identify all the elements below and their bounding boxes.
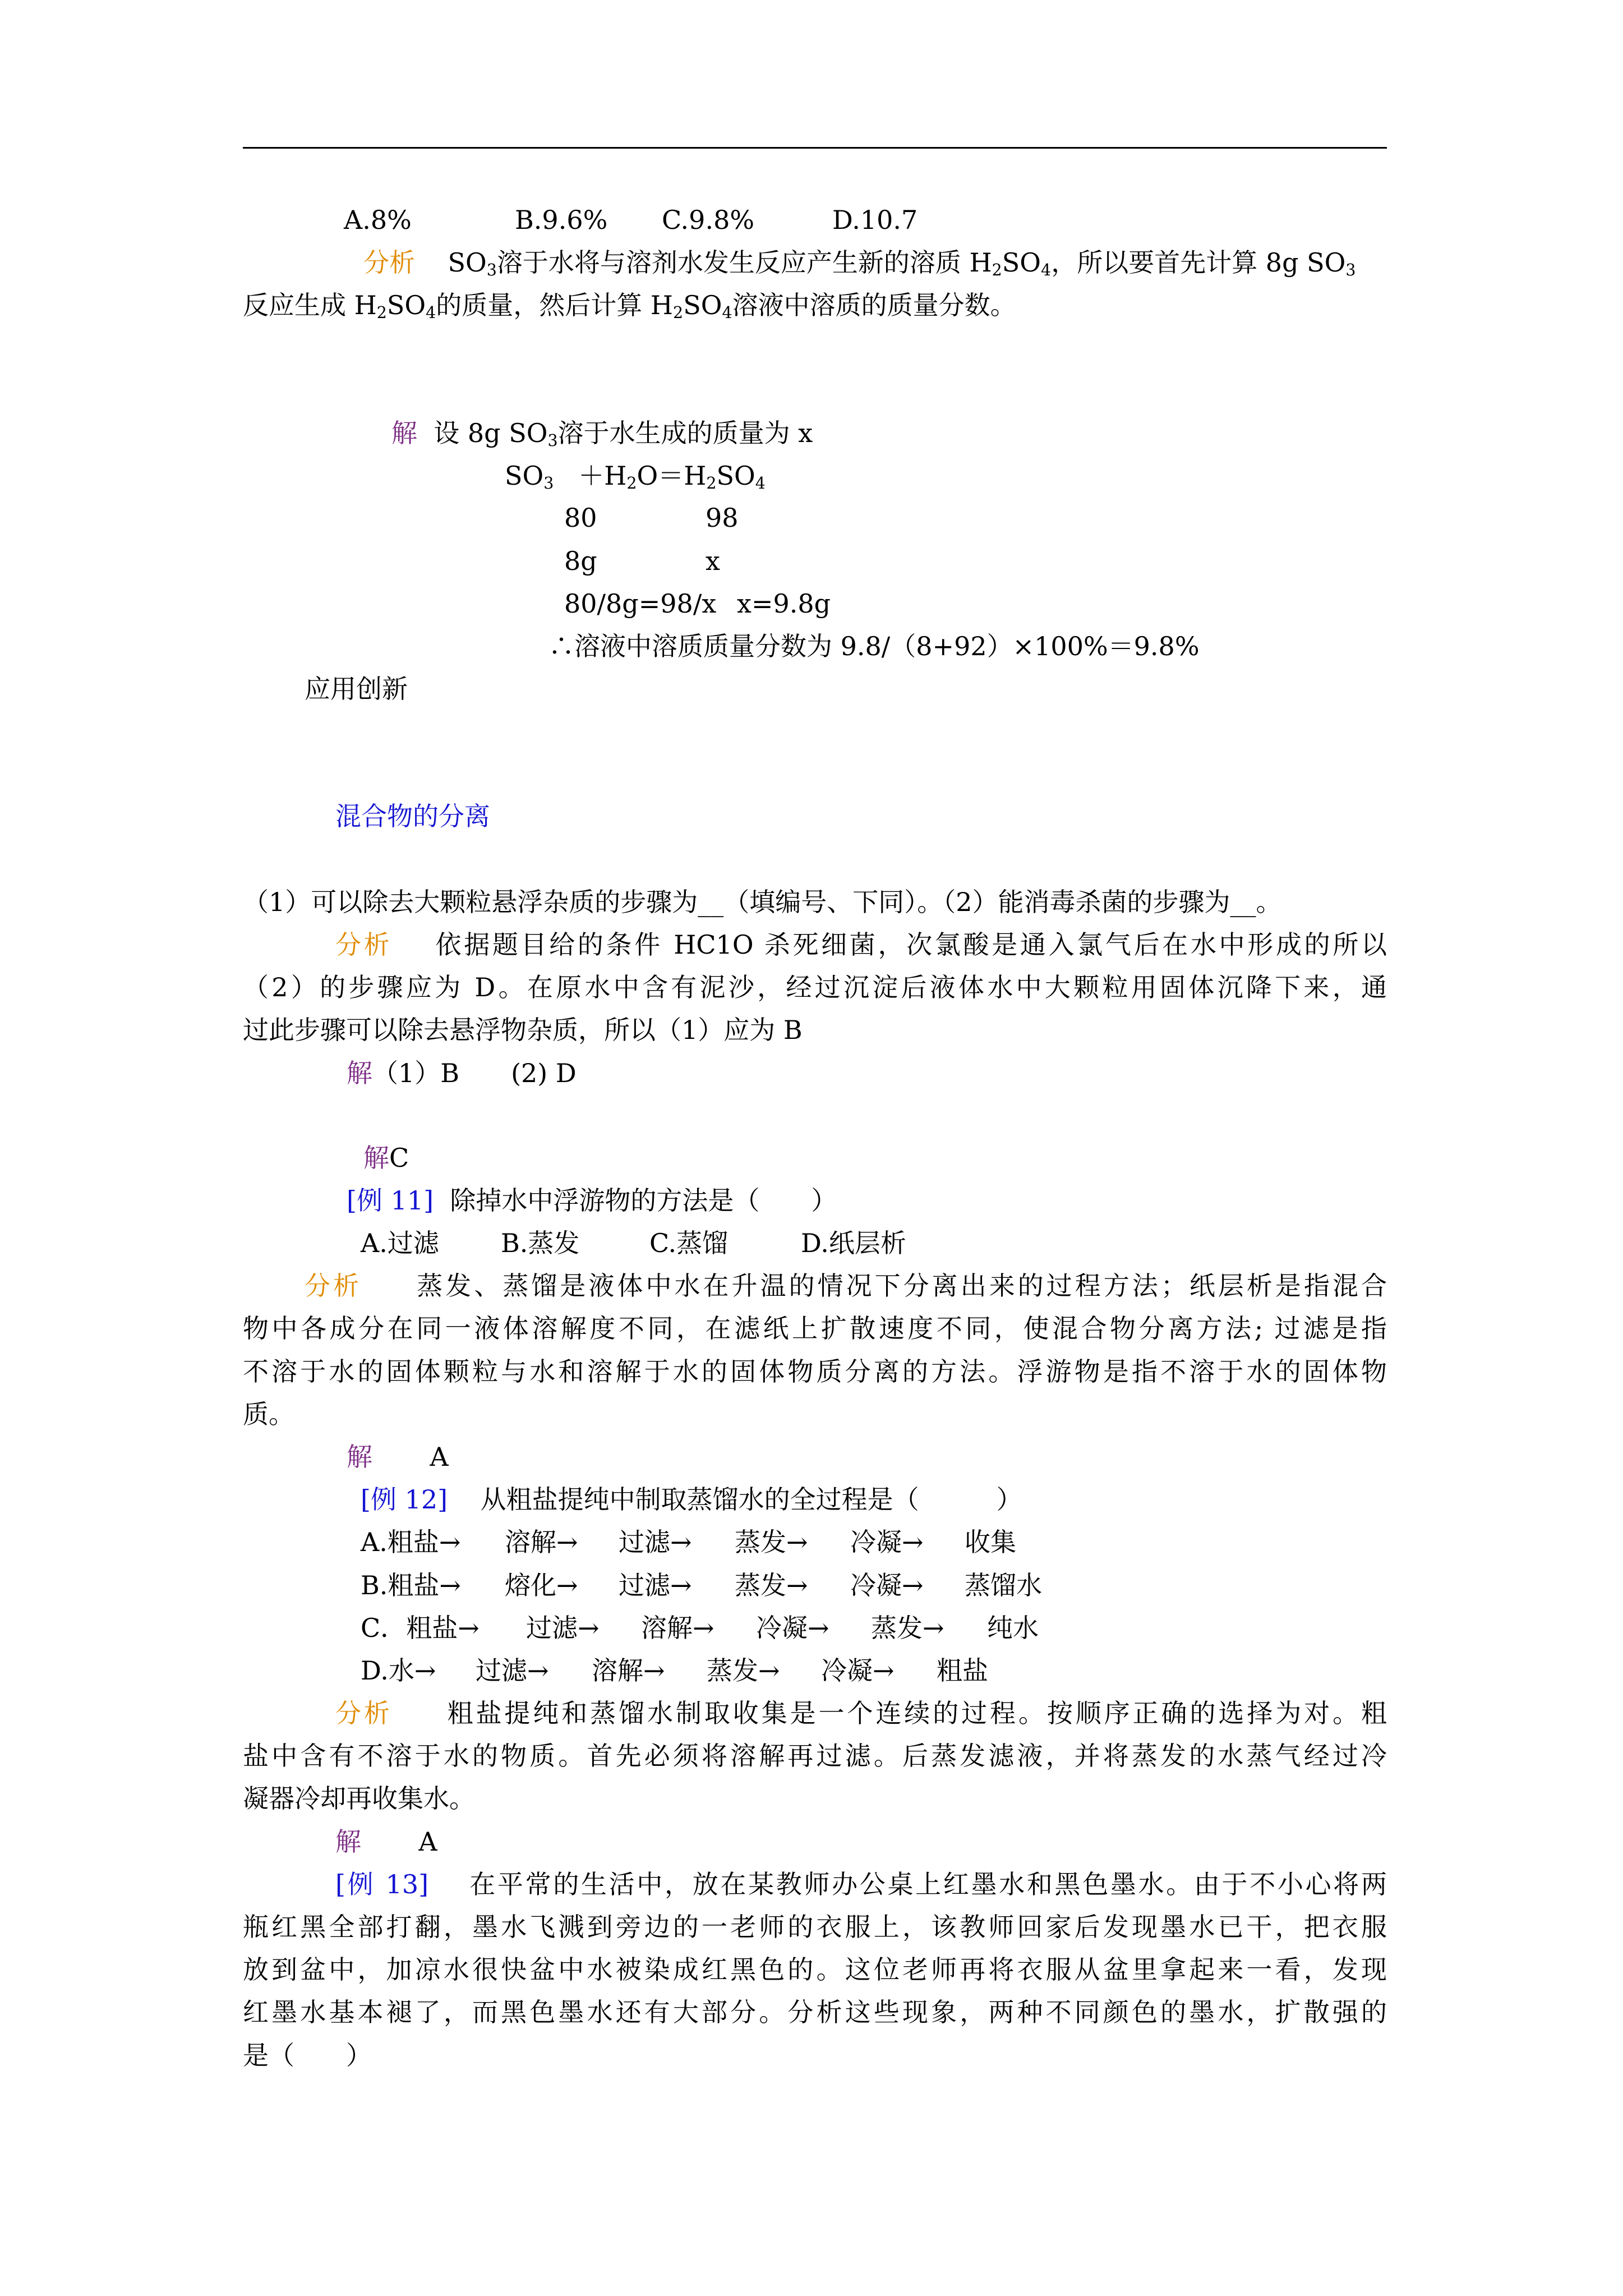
ex12-option-c-1: C．粗盐→ [361,1613,479,1643]
example-13-line-2: 瓶红黑全部打翻，墨水飞溅到旁边的一老师的衣服上，该教师回家后发现墨水已干，把衣服 [243,1912,1387,1942]
analysis-line-2: 反应生成 $H_2SO_4$的质量，然后计算 $H_2SO_4$溶液中溶质的质量分数。 [243,290,1016,323]
ex12-analysis-line-3: 凝器冷却再收集水。 [243,1783,475,1814]
ex12-option-a-1: A.粗盐→ [361,1527,461,1557]
ex12-option-b-1: B.粗盐→ [361,1570,461,1600]
ex12-option-b-4: 蒸发→ [735,1570,808,1600]
ex12-option-d-5: 冷凝→ [821,1655,895,1686]
calc-ratio: 80/8g=98/x [564,588,717,619]
analysis2-line-1: 分析 依据题目给的条件 HC1O 杀死细菌，次氯酸是通入氯气后在水中形成的所以 [335,930,1387,960]
option-b: B.9.6% [515,205,608,235]
analysis2-line-3: 过此步骤可以除去悬浮物杂质，所以（1）应为 B [243,1015,803,1045]
ex12-solution: 解 A [335,1826,437,1857]
ex12-option-d-4: 蒸发→ [707,1655,780,1686]
solution3: 解C [363,1143,409,1173]
ex12-option-d-3: 溶解→ [592,1655,665,1686]
example-13-line-4: 红墨水基本褪了，而黑色墨水还有大部分。分析这些现象，两种不同颜色的墨水，扩散强的 [243,1997,1387,2027]
ex12-option-b-2: 熔化→ [505,1570,578,1600]
solution-label: 解 [391,418,417,448]
example-12-question: [例 12] 从粗盐提纯中制取蒸馏水的全过程是（ ） [361,1484,1022,1515]
question-line: （1）可以除去大颗粒悬浮杂质的步骤为__（填编号、下同）。（2）能消毒杀菌的步骤为__。 [243,887,1282,917]
ex11-analysis-line-3: 不溶于水的固体颗粒与水和溶解于水的固体物质分离的方法。浮游物是指不溶于水的固体物 [243,1356,1387,1387]
example-13-line-3: 放到盆中，加凉水很快盆中水被染成红黑色的。这位老师再将衣服从盆里拿起来一看，发现 [243,1954,1387,1985]
example-12-tag: [例 12] [361,1484,448,1515]
ex11-option-b: B.蒸发 [501,1228,580,1258]
example-13-tag: [例 13] [335,1869,429,1899]
ex11-option-c: C.蒸馏 [649,1228,728,1258]
ex12-option-c-3: 溶解→ [641,1613,714,1643]
final-answer: ∴溶液中溶质质量分数为 9.8/（8+92）×100%＝9.8% [548,631,1200,661]
analysis-label: 分析 [363,247,415,278]
calc-result: x=9.8g [737,588,831,619]
ex12-option-a-5: 冷凝→ [850,1527,924,1557]
section-title: 混合物的分离 [335,801,490,831]
ex12-option-a-6: 收集 [965,1527,1016,1557]
ex12-option-a-2: 溶解→ [505,1527,578,1557]
ex12-option-c-5: 蒸发→ [871,1613,944,1643]
unknown-mass: x [706,546,720,576]
ex12-option-c-4: 冷凝→ [756,1613,829,1643]
ex12-option-b-5: 冷凝→ [850,1570,924,1600]
analysis2-line-2: （2）的步骤应为 D。在原水中含有泥沙，经过沉淀后液体水中大颗粒用固体沉降下来，通 [243,972,1387,1002]
ex12-option-d-6: 粗盐 [937,1655,988,1686]
ex12-option-c-2: 过滤→ [526,1613,600,1643]
ex12-option-d-1: D.水→ [361,1655,436,1686]
example-11-question: [例 11] 除掉水中浮游物的方法是（ ） [347,1185,837,1216]
ex11-analysis-line-2: 物中各成分在同一液体溶解度不同，在滤纸上扩散速度不同，使混合物分离方法; 过滤是指 [243,1313,1387,1343]
given-mass: 8g [564,546,597,576]
molar-mass-so3: 80 [564,503,597,533]
example-13-line-1: [例 13] 在平常的生活中，放在某教师办公桌上红墨水和黑色墨水。由于不小心将两 [335,1869,1387,1899]
header-rule [243,147,1387,149]
option-c: C.9.8% [662,205,755,235]
solution-line-1: 解 设 8g $SO_3$溶于水生成的质量为 x [391,418,813,450]
solution2: 解（1）B (2) D [347,1058,577,1088]
ex11-analysis-line-1: 分析 蒸发、蒸馏是液体中水在升温的情况下分离出来的过程方法；纸层析是指混合 [305,1271,1387,1301]
ex12-option-c-6: 纯水 [987,1613,1039,1643]
ex12-option-b-3: 过滤→ [619,1570,692,1600]
ex12-option-d-2: 过滤→ [476,1655,549,1686]
example-11-tag: [例 11] [347,1185,434,1216]
option-d: D.10.7 [832,205,918,235]
molar-mass-h2so4: 98 [706,503,739,533]
ex12-option-a-3: 过滤→ [619,1527,692,1557]
section-apply: 应用创新 [305,674,408,704]
ex12-option-a-4: 蒸发→ [735,1527,808,1557]
example-13-line-5: 是（ ） [243,2040,372,2070]
analysis-line-1: 分析 $SO_3$溶于水将与溶剂水发生反应产生新的溶质 $H_2SO_4$，所以要首先计算 8g $SO_3$ [363,247,1356,280]
option-a: A.8% [344,205,412,235]
ex12-option-b-6: 蒸馏水 [965,1570,1042,1600]
equation: $SO_3$ $+H_2O=H_2SO_4$ [505,461,766,493]
ex11-option-d: D.纸层析 [801,1228,906,1258]
ex11-analysis-line-4: 质。 [243,1399,294,1429]
ex12-analysis-line-2: 盐中含有不溶于水的物质。首先必须将溶解再过滤。后蒸发滤液，并将蒸发的水蒸气经过冷 [243,1741,1387,1771]
ex11-option-a: A.过滤 [361,1228,439,1258]
ex12-analysis-line-1: 分析 粗盐提纯和蒸馏水制取收集是一个连续的过程。按顺序正确的选择为对。粗 [335,1698,1387,1728]
ex11-solution: 解 A [347,1442,449,1472]
